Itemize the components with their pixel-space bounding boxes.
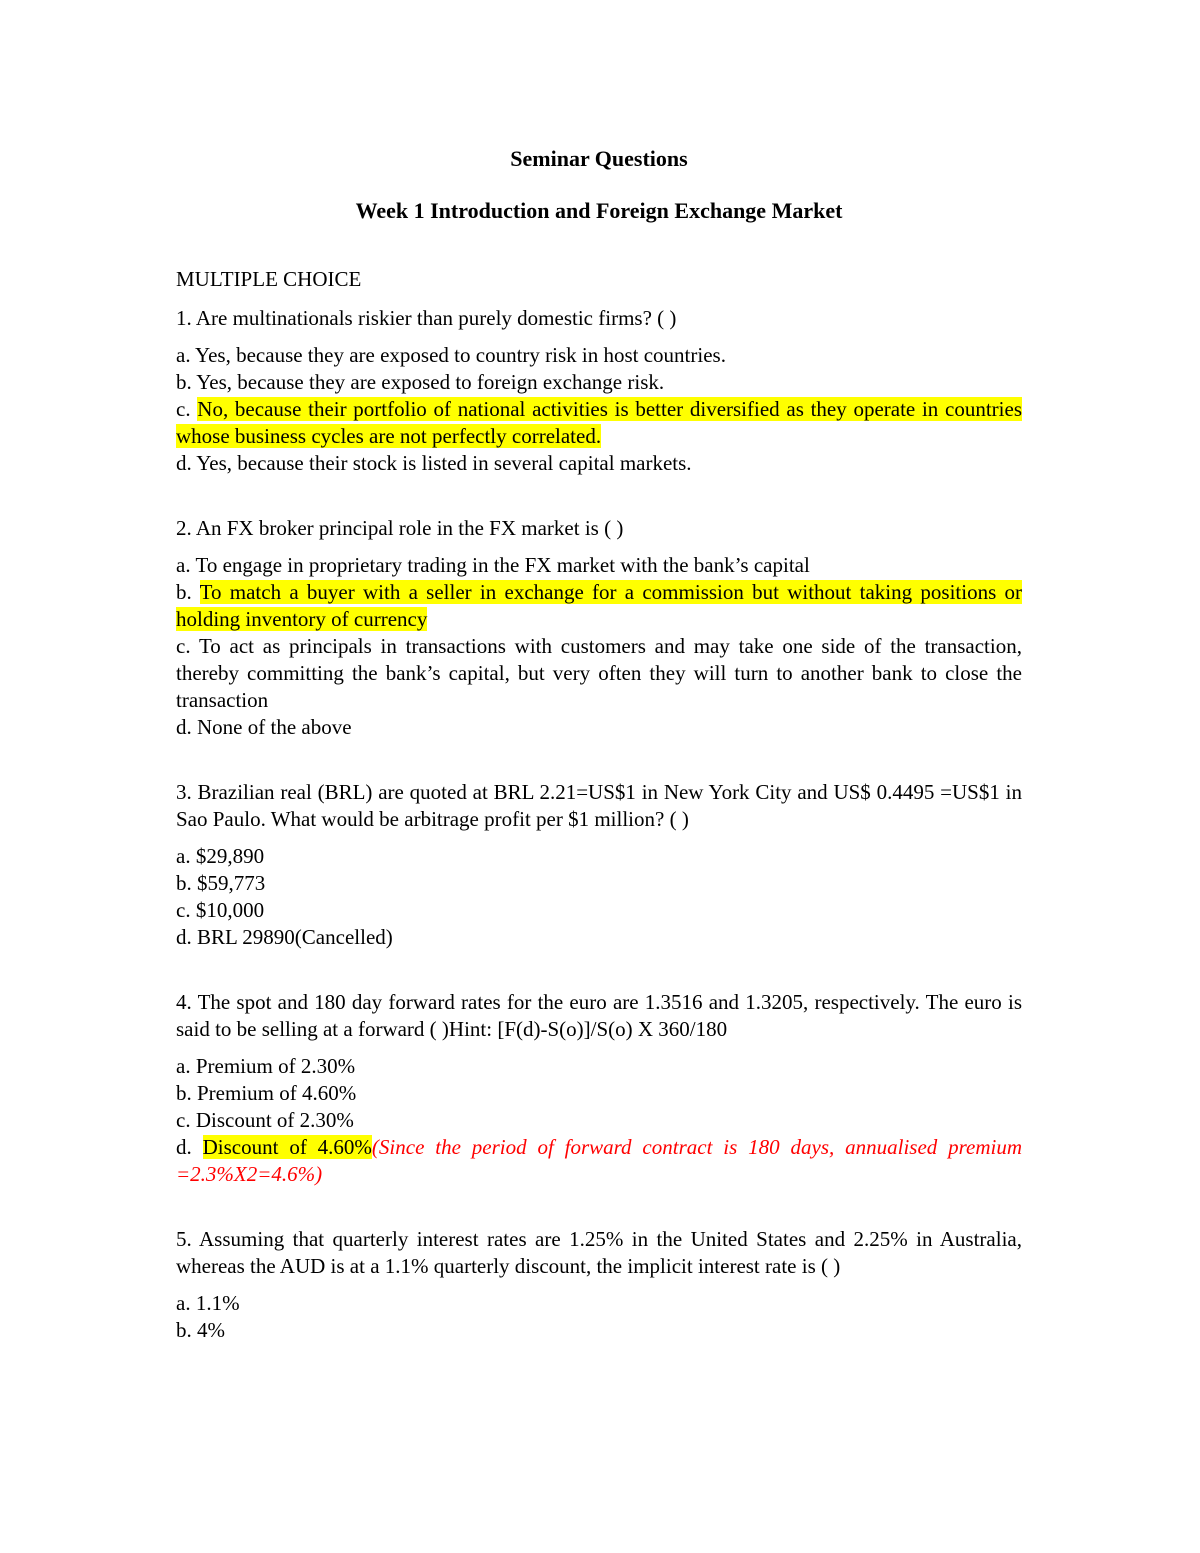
option-letter: a. <box>176 343 196 367</box>
option-text: BRL 29890(Cancelled) <box>197 925 393 949</box>
answer-option <box>176 1317 1022 1344</box>
highlighted-answer-text: No, because their portfolio of national activities is better diversified as they operate in countries whose business cycles are not perfectly correlated. <box>176 397 1022 448</box>
answer-option <box>176 1290 1022 1317</box>
answer-option <box>176 579 1022 633</box>
option-text: To act as principals in transactions with customers and may take one side of the transaction, thereby committing the bank’s capital, but very often they will turn to another bank to close the transaction <box>176 634 1022 712</box>
option-text: Premium of 2.30% <box>195 1054 356 1078</box>
option-letter: b. <box>176 1081 197 1105</box>
option-text: Discount of 2.30% <box>195 1108 354 1132</box>
option-letter: b. <box>176 370 197 394</box>
option-letter: b. <box>176 871 197 895</box>
option-text: None of the above <box>197 715 352 739</box>
question-block <box>176 779 1022 951</box>
option-list <box>176 843 1022 951</box>
option-text: Yes, because they are exposed to country risk in host countries. <box>195 343 726 367</box>
answer-option <box>176 396 1022 450</box>
option-letter: b. <box>176 580 200 604</box>
option-letter: d. <box>176 715 197 739</box>
answer-option <box>176 1134 1022 1188</box>
option-text: $10,000 <box>195 898 265 922</box>
option-text: Yes, because their stock is listed in several capital markets. <box>196 451 692 475</box>
answer-option <box>176 1080 1022 1107</box>
answer-option <box>176 369 1022 396</box>
option-letter: a. <box>176 1291 196 1315</box>
page-title: Seminar Questions <box>510 146 688 171</box>
document-content <box>176 140 1022 1344</box>
answer-option <box>176 633 1022 714</box>
option-text: $29,890 <box>195 844 265 868</box>
question-block <box>176 305 1022 477</box>
answer-option <box>176 924 1022 951</box>
option-letter: a. <box>176 1054 196 1078</box>
option-text: $59,773 <box>197 871 266 895</box>
option-text: 1.1% <box>195 1291 240 1315</box>
option-letter: c. <box>176 1108 196 1132</box>
highlighted-answer-text: Discount of 4.60% <box>202 1135 372 1159</box>
option-list <box>176 342 1022 477</box>
answer-option <box>176 714 1022 741</box>
option-letter: b. <box>176 1318 197 1342</box>
option-text: Yes, because they are exposed to foreign exchange risk. <box>196 370 665 394</box>
option-letter: d. <box>176 1135 203 1159</box>
answer-option <box>176 342 1022 369</box>
answer-option <box>176 552 1022 579</box>
page-subtitle: Week 1 Introduction and Foreign Exchange Market <box>355 198 843 223</box>
answer-option <box>176 843 1022 870</box>
option-letter: c. <box>176 634 199 658</box>
question-block <box>176 1226 1022 1344</box>
option-text: Premium of 4.60% <box>197 1081 357 1105</box>
answer-option <box>176 870 1022 897</box>
question-block <box>176 515 1022 741</box>
option-letter: d. <box>176 925 197 949</box>
option-text: 4% <box>197 1318 225 1342</box>
question-stem: 5. Assuming that quarterly interest rates are 1.25% in the United States and 2.25% in Australia, whereas the AUD is at a 1.1% quarterly discount, the implicit interest rate is ( ) <box>176 1227 1022 1278</box>
option-letter: a. <box>176 844 196 868</box>
highlighted-answer-text: To match a buyer with a seller in exchange for a commission but without taking positions or holding inventory of currency <box>176 580 1023 631</box>
option-letter: c. <box>176 898 196 922</box>
option-list <box>176 1053 1022 1188</box>
option-letter: a. <box>176 553 196 577</box>
option-letter: d. <box>176 451 197 475</box>
question-block <box>176 989 1022 1188</box>
answer-option <box>176 450 1022 477</box>
question-stem: 3. Brazilian real (BRL) are quoted at BRL 2.21=US$1 in New York City and US$ 0.4495 =US$1 in Sao Paulo. What would be arbitrage profit per $1 million? ( ) <box>176 780 1022 831</box>
answer-explanation-note: (Since the period of forward contract is 180 days, annualised premium =2.3%X2=4.6%) <box>176 1135 1023 1186</box>
option-text: To engage in proprietary trading in the FX market with the bank’s capital <box>195 553 810 577</box>
question-stem: 1. Are multinationals riskier than purely domestic firms? ( ) <box>176 306 677 330</box>
answer-option <box>176 897 1022 924</box>
answer-option <box>176 1107 1022 1134</box>
question-stem: 4. The spot and 180 day forward rates for the euro are 1.3516 and 1.3205, respectively. The euro is said to be selling at a forward ( )Hint: [F(d)-S(o)]/S(o) X 360/180 <box>176 990 1022 1041</box>
question-list <box>176 305 1022 1344</box>
section-heading: MULTIPLE CHOICE <box>176 267 362 291</box>
option-list <box>176 552 1022 741</box>
question-stem: 2. An FX broker principal role in the FX market is ( ) <box>176 516 624 540</box>
option-list <box>176 1290 1022 1344</box>
answer-option <box>176 1053 1022 1080</box>
option-letter: c. <box>176 397 198 421</box>
